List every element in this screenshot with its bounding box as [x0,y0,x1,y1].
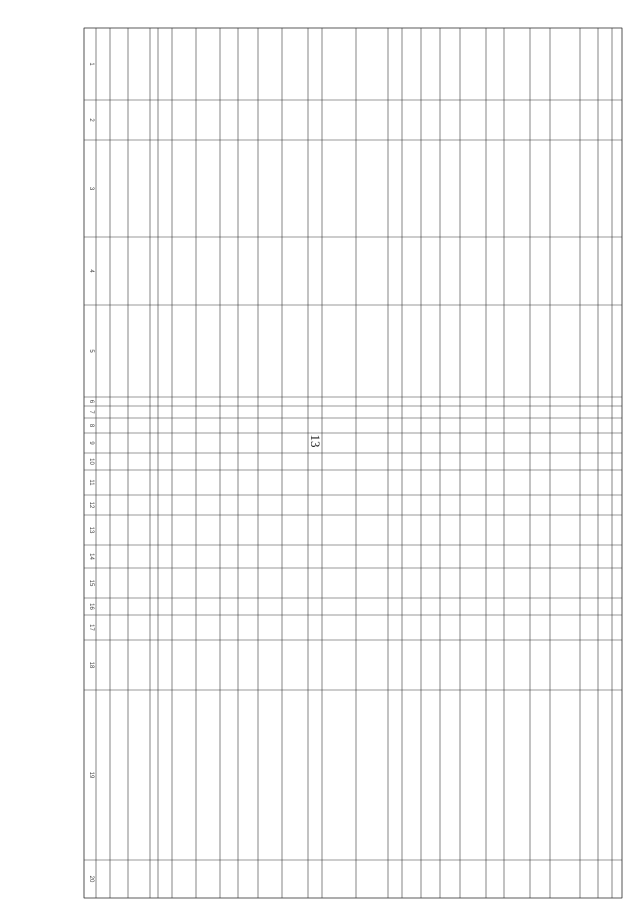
column-number: 20 [88,875,94,883]
column-number: 7 [88,410,94,414]
column-number: 2 [88,118,94,122]
column-number: 15 [88,579,94,587]
column-number: 10 [88,458,94,465]
table-frame [84,28,622,898]
column-number: 14 [88,553,94,560]
column-number: 12 [88,501,94,509]
column-number: 8 [88,423,94,428]
column-number: 3 [88,186,94,191]
column-number: 17 [88,624,94,631]
column-number: 13 [88,526,94,534]
column-number: 11 [88,479,94,486]
column-number: 5 [88,349,94,353]
column-number: 16 [88,603,94,610]
column-number: 19 [88,771,94,779]
column-number: 4 [88,269,94,273]
page-number: 13 [308,434,323,448]
column-number: 9 [88,441,94,445]
column-number: 6 [88,399,94,404]
column-number: 18 [88,661,94,669]
column-number: 1 [88,62,94,66]
